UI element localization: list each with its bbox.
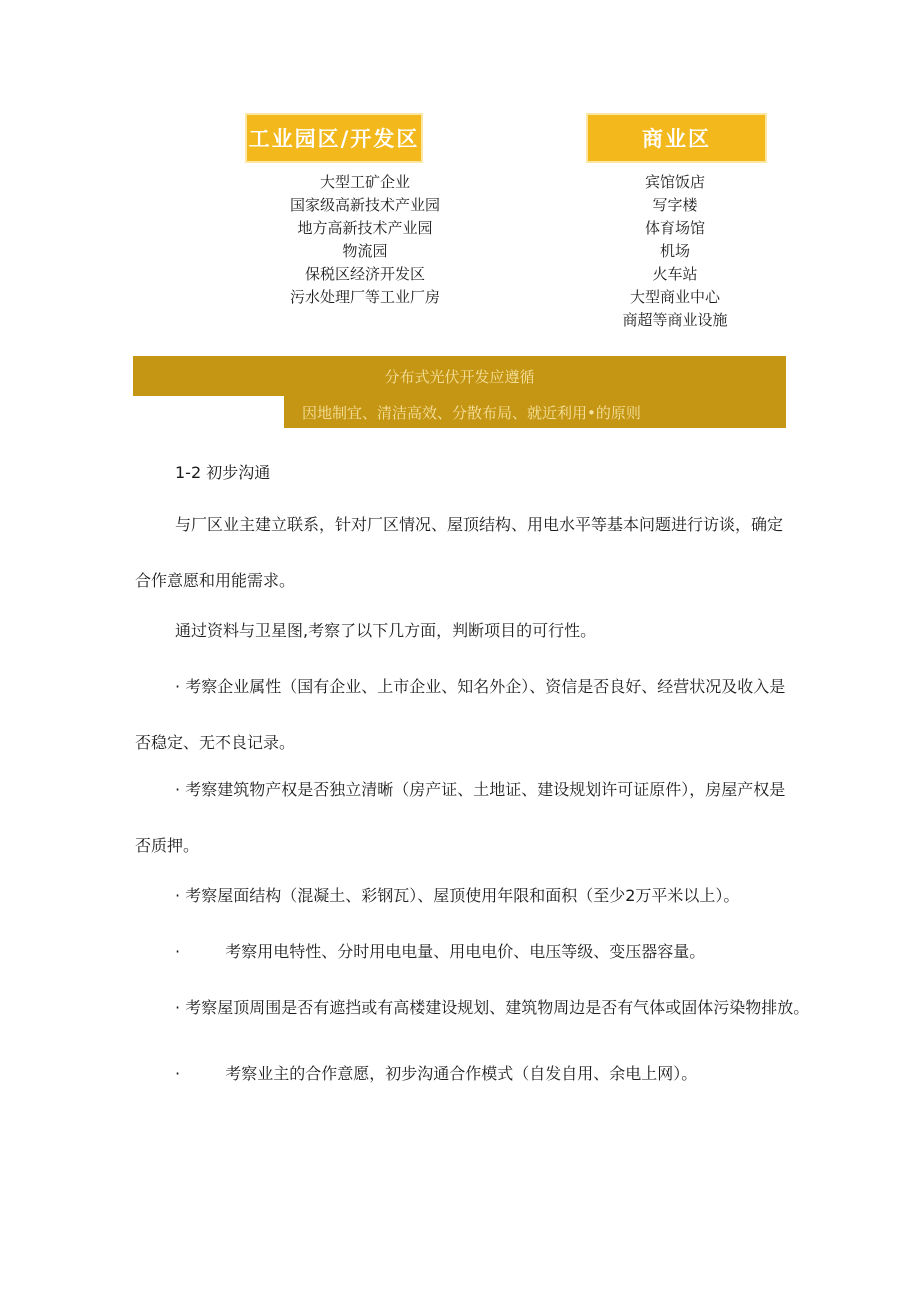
principle-banner-text: 因地制宜、清洁高效、分散布局、就近利用•的原则	[284, 396, 786, 428]
bullet-mark: ·	[175, 677, 181, 696]
bullet-text: 考察业主的合作意愿，初步沟通合作模式（自发自用、余电上网）。	[225, 1064, 698, 1083]
bullet-item	[175, 924, 705, 980]
list-item: 保税区经济开发区	[304, 265, 425, 283]
bullet-text: 考察建筑物产权是否独立清晰（房产证、土地证、建设规划许可证原件），房屋产权是否质押。	[135, 780, 786, 855]
bullet-item	[175, 868, 739, 924]
bullet-text: 考察企业属性（国有企业、上市企业、知名外企）、资信是否良好、经营状况及收入是否稳定、无不良记录。	[135, 677, 786, 752]
list-item: 物流园	[342, 242, 388, 260]
bullet-item	[175, 1046, 697, 1102]
bullet-item	[135, 762, 790, 874]
bullet-mark: ·	[175, 780, 181, 799]
commercial-zone-list	[560, 171, 790, 332]
list-item: 国家级高新技术产业园	[289, 196, 440, 214]
list-item: 宾馆饭店	[644, 173, 705, 191]
bullet-item	[135, 659, 790, 771]
principle-banner-title: 分布式光伏开发应遵循	[133, 356, 786, 396]
section-heading: 1-2 初步沟通	[175, 463, 271, 482]
bullet-mark: ·	[175, 1064, 181, 1083]
list-item: 体育场馆	[644, 219, 705, 237]
list-item: 大型商业中心	[629, 288, 720, 306]
bullet-text: 考察屋顶周围是否有遮挡或有高楼建设规划、建筑物周边是否有气体或固体污染物排放。	[185, 998, 810, 1017]
list-item: 地方高新技术产业园	[297, 219, 433, 237]
commercial-zone-badge: 商业区	[586, 113, 767, 163]
list-item: 大型工矿企业	[319, 173, 410, 191]
bullet-text: 考察屋面结构（混凝土、彩钢瓦）、屋顶使用年限和面积（至少2万平米以上）。	[185, 886, 740, 905]
bullet-item	[175, 980, 809, 1036]
bullet-text: 考察用电特性、分时用电电量、用电电价、电压等级、变压器容量。	[225, 942, 706, 961]
intro-paragraph: 与厂区业主建立联系，针对厂区情况、屋顶结构、用电水平等基本问题进行访谈，确定合作意愿和用能需求。	[135, 515, 784, 590]
list-item: 商超等商业设施	[622, 311, 728, 329]
bullet-mark: ·	[175, 998, 181, 1017]
list-item: 火车站	[652, 265, 698, 283]
lead-paragraph: 通过资料与卫星图,考察了以下几方面，判断项目的可行性。	[175, 621, 597, 640]
bullet-mark: ·	[175, 886, 181, 905]
list-item: 机场	[659, 242, 690, 260]
industrial-zone-list	[250, 171, 480, 309]
bullet-mark: ·	[175, 942, 181, 961]
industrial-zone-badge: 工业园区/开发区	[245, 113, 423, 163]
list-item: 污水处理厂等工业厂房	[289, 288, 440, 306]
list-item: 写字楼	[652, 196, 698, 214]
